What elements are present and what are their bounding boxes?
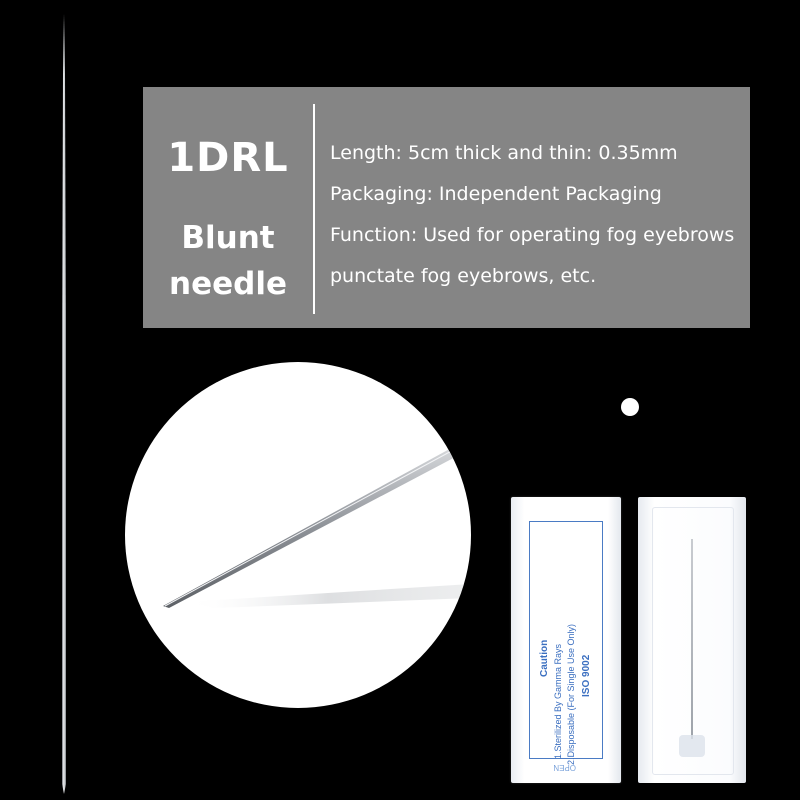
needle-tip-zoom	[125, 362, 471, 708]
model-code: 1DRL	[167, 135, 289, 181]
package-heading: Caution	[539, 639, 550, 677]
spec-list	[330, 137, 734, 301]
package-label-text	[511, 497, 621, 783]
spec-line: Length: 5cm thick and thin: 0.35mm	[330, 142, 678, 164]
package-open-mark: OPEN	[553, 763, 576, 772]
long-needle-image	[52, 14, 76, 794]
package-line2: 2.Disposable (For Single Use Only)	[566, 623, 576, 765]
package-front	[511, 497, 621, 783]
package-line1: 1.Sterilized By Gamma Rays	[553, 643, 563, 759]
spec-line: Packaging: Independent Packaging	[330, 183, 662, 205]
spec-line: Function: Used for operating fog eyebrows	[330, 224, 735, 246]
info-panel	[143, 87, 750, 328]
needle-type	[143, 215, 313, 307]
needle-type-line2: needle	[169, 266, 287, 302]
panel-divider	[313, 104, 315, 314]
packaged-needle	[691, 539, 693, 739]
spec-line: punctate fog eyebrows, etc.	[330, 265, 597, 287]
package-back	[638, 497, 746, 783]
needle-hub	[679, 735, 705, 757]
needle-type-line1: Blunt	[181, 220, 275, 256]
package-certification: ISO 9002	[581, 654, 592, 697]
needle-tip-image	[125, 362, 471, 708]
white-dot-icon	[621, 398, 639, 416]
